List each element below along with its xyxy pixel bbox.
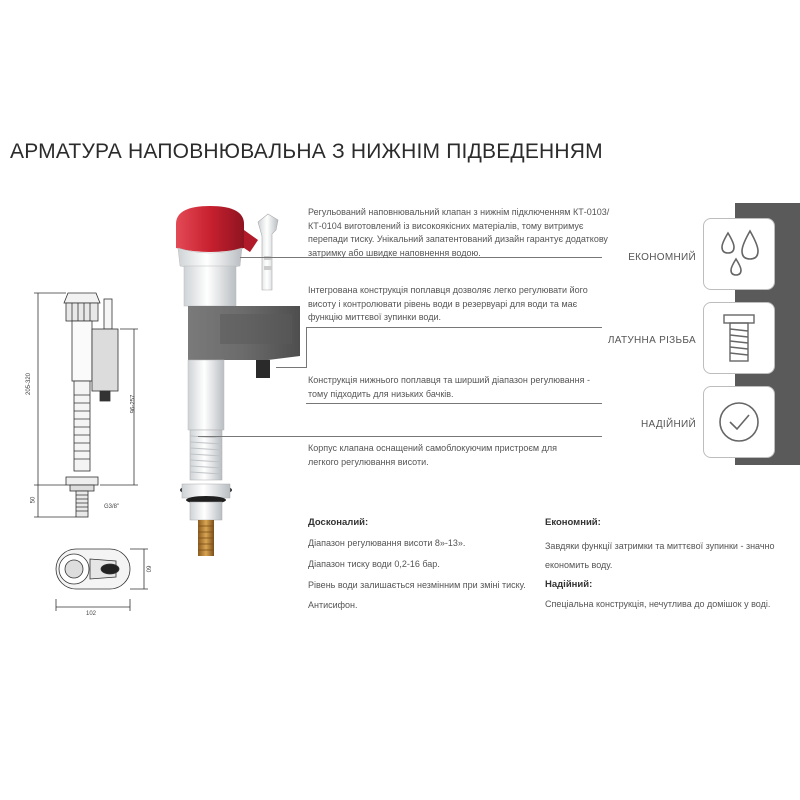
benefits-left-line-4: Антисифон. <box>308 600 358 610</box>
callout-line-4 <box>198 436 602 437</box>
callout-line-2b <box>276 367 307 368</box>
feature-label-economical: ЕКОНОМНИЙ <box>628 252 696 263</box>
dimension-height-range: 205-320 <box>26 372 33 396</box>
check-circle-icon <box>704 387 774 457</box>
description-2: Інтегрована конструкція поплавця дозволяє легко регулювати його висоту і контролювати рівень води в резервуарі для води та має функцію миттєвої зупинки води. <box>308 285 588 322</box>
brass-thread-icon <box>704 303 774 373</box>
benefits-right-text-2: Спеціальна конструкція, нечутлива до домішок у воді. <box>545 599 771 609</box>
callout-line-3 <box>306 403 602 404</box>
water-drops-icon <box>704 219 774 289</box>
benefits-left-title: Досконалий: <box>308 517 369 528</box>
dimension-width: 102 <box>86 611 97 617</box>
callout-vline-2 <box>306 327 307 367</box>
benefits-left-line-1: Діапазон регулювання висоти 8»-13». <box>308 538 466 548</box>
callout-line-2 <box>306 327 602 328</box>
dimension-base: 50 <box>30 496 37 504</box>
technical-drawing <box>20 285 170 625</box>
benefits-left-line-3: Рівень води залишається незмінним при зміні тиску. <box>308 580 526 590</box>
benefits-right-text-1: Завдяки функції затримки та миттєвої зупинки - значно економить воду. <box>545 541 775 570</box>
description-1: Регульований наповнювальний клапан з нижнім підключенням КТ-0103/ КТ-0104 виготовлений із високоякісних матеріалів, тому витримує перепади тиску. Унікальний запатентований дизайн гарантує додаткову затримку або швидке наповнення водою. <box>308 207 610 258</box>
benefits-right-title-1: Економний: <box>545 517 601 528</box>
dimension-thread: G3/8" <box>104 504 120 510</box>
benefits-right-title-2: Надійний: <box>545 579 593 590</box>
feature-box-reliable <box>703 386 775 458</box>
description-4: Корпус клапана оснащений самоблокуючим пристроєм для легкого регулювання висоти. <box>308 443 557 467</box>
feature-box-economical <box>703 218 775 290</box>
description-3: Конструкція нижнього поплавця та ширший діапазон регулювання - тому підходить для низьких бачків. <box>308 375 590 399</box>
product-image <box>160 200 310 560</box>
dimension-depth: 60 <box>144 565 151 573</box>
page-title: АРМАТУРА НАПОВНЮВАЛЬНА З НИЖНІМ ПІДВЕДЕННЯМ <box>10 140 603 163</box>
feature-box-brass-thread <box>703 302 775 374</box>
feature-label-brass-thread: ЛАТУННА РІЗЬБА <box>607 335 696 346</box>
benefits-left-line-2: Діапазон тиску води 0,2-16 бар. <box>308 559 440 569</box>
feature-label-reliable: НАДІЙНИЙ <box>641 419 696 430</box>
dimension-inner-range: 96-257 <box>130 394 137 414</box>
